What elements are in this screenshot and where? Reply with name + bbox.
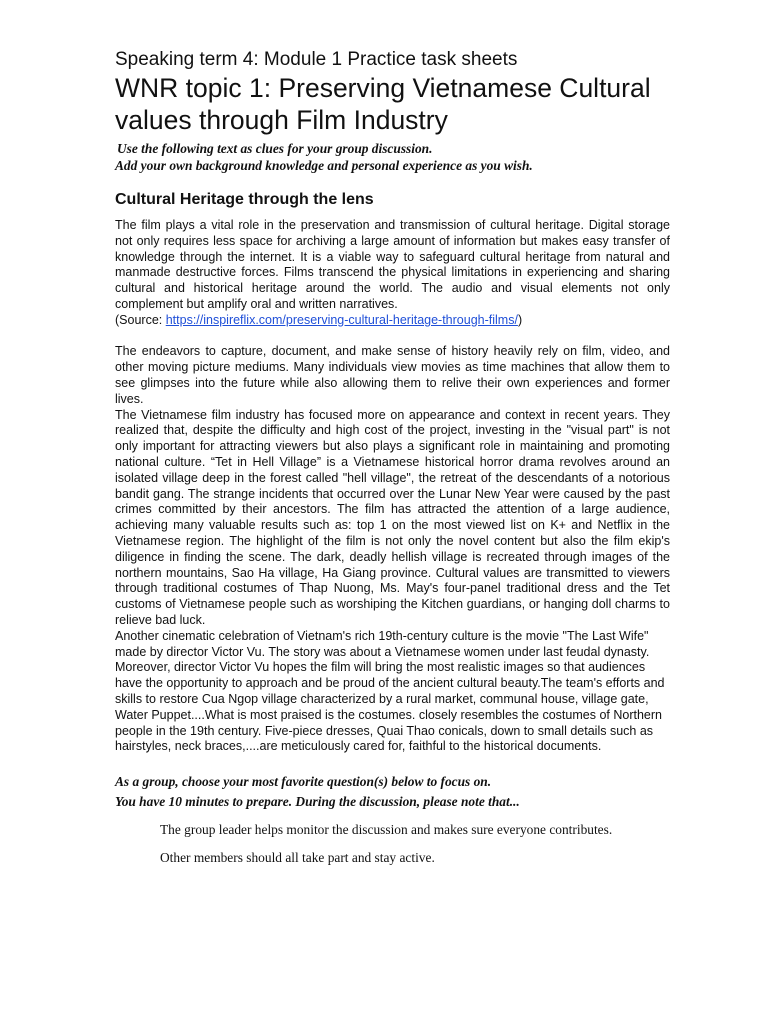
- task-instruction-2: You have 10 minutes to prepare. During the discussion, please note that...: [115, 794, 520, 810]
- task-instruction-1: As a group, choose your most favorite question(s) below to focus on.: [115, 774, 492, 790]
- instruction-line-2: Add your own background knowledge and personal experience as you wish.: [115, 158, 533, 173]
- source-prefix: (Source:: [115, 312, 166, 327]
- source-link[interactable]: https://inspireflix.com/preserving-cultural-heritage-through-films/: [165, 312, 518, 327]
- article-heading: Cultural Heritage through the lens: [115, 191, 374, 208]
- role-group-leader: The group leader helps monitor the discussion and makes sure everyone contributes.: [160, 822, 613, 838]
- role-other-members: Other members should all take part and stay active.: [160, 850, 435, 866]
- page-subtitle: Speaking term 4: Module 1 Practice task sheets: [115, 49, 518, 70]
- article-paragraph-4: Another cinematic celebration of Vietnam's rich 19th-century culture is the movie "The Last Wife" made by director Victor Vu. The story was about a Vietnamese women under last feudal dynasty. Moreover, director Victor Vu hopes the film will bring the most realistic images so that audiences have the opportunity to approach and be proud of the ancient cultural beauty.The team's efforts and skills to restore Cua Ngop village characterized by a rural market, communal house, village gate, Water Puppet....What is most praised is the costumes. closely resembles the costumes of Northern people in the 19th century. Five-piece dresses, Quai Thao conicals, down to small details such as hairstyles, neck braces,....are meticulously cared for, faithful to the historical documents.: [115, 628, 665, 754]
- article-paragraph-2: The endeavors to capture, document, and make sense of history heavily rely on film, video, and other moving picture mediums. Many individuals view movies as time machines that allow them to see glimpses into the future while also allowing them to relive their own experiences and former lives.: [115, 344, 670, 406]
- article-paragraph-3: The Vietnamese film industry has focused more on appearance and context in recent years. They realized that, despite the difficulty and high cost of the project, investing in the "visual part" is not only important for attracting viewers but also plays a significant role in maintaining and promoting national culture. “Tet in Hell Village” is a Vietnamese historical horror drama revolves around an isolated village deep in the forest called "hell village", the retreat of the descendants of a notorious bandit gang. The strange incidents that occurred over the Lunar New Year were caused by the past crimes committed by their ancestors. The film has attracted the attention of a large audience, achieving many valuable results such as: top 1 on the most viewed list on K+ and Netflix in the Vietnamese region. The highlight of the film is not only the novel content but also the film ekip's diligence in finding the scene. The dark, deadly hellish village is recreated through images of the northern mountains, Sao Ha village, Ha Giang province. Cultural values are transmitted to viewers through traditional costumes of Thap Nuong, Ms. May's four-panel traditional dress and the Tet customs of Vietnamese people such as worshiping the Kitchen guardians, or hanging doll charms to relieve bad luck.: [115, 407, 670, 627]
- article-paragraph-1: [115, 218, 670, 329]
- source-suffix: ): [517, 312, 523, 327]
- document-page: [115, 48, 670, 868]
- instruction-line-1: Use the following text as clues for your group discussion.: [117, 141, 433, 156]
- page-title: WNR topic 1: Preserving Vietnamese Cultural values through Film Industry: [115, 73, 651, 135]
- paragraph-1-text: The film plays a vital role in the preservation and transmission of cultural heritage. Digital storage not only requires less space for archiving a large amount of information but makes easy transfer of knowledge through the internet. It is a viable way to safeguard cultural heritage from natural and manmade destructive forces. Films transcend the physical limitations in experiencing and sharing cultural and historical heritage around the world. The audio and visual elements not only complement but amplify oral and written narratives.: [115, 218, 670, 311]
